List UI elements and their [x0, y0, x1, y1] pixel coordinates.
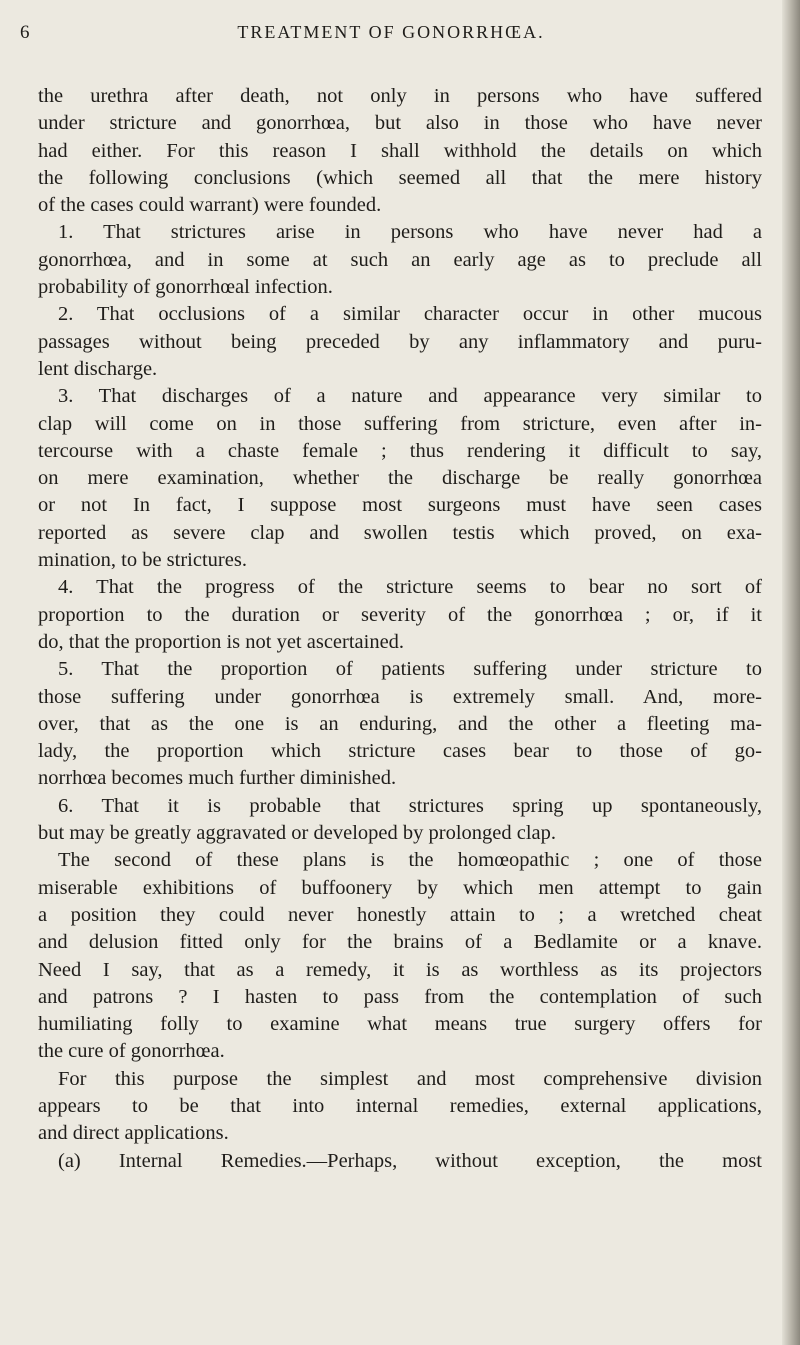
text-line: on mere examination, whether the discharge be really gonorrhœa — [38, 467, 762, 490]
text-line: the following conclusions (which seemed all that the mere history — [38, 166, 762, 189]
text-line: norrhœa becomes much further diminished. — [38, 767, 397, 790]
text-line: under stricture and gonorrhœa, but also in those who have never — [38, 112, 762, 135]
text-line: passages without being preceded by any inflammatory and puru- — [38, 330, 762, 353]
running-head: TREATMENT OF GONORRHŒA. — [237, 22, 545, 42]
text-line: miserable exhibitions of buffoonery by which men attempt to gain — [38, 876, 762, 899]
text-line: those suffering under gonorrhœa is extremely small. And, more- — [38, 685, 762, 708]
text-line: reported as severe clap and swollen testis which proved, on exa- — [38, 521, 762, 544]
text-line: gonorrhœa, and in some at such an early age as to preclude all — [38, 248, 762, 271]
text-line: (a) Internal Remedies.—Perhaps, without exception, the most — [58, 1149, 762, 1172]
text-line: mination, to be strictures. — [38, 549, 247, 572]
text-line: had either. For this reason I shall withhold the details on which — [38, 139, 762, 162]
text-line: 2. That occlusions of a similar character occur in other mucous — [58, 303, 762, 326]
text-line: 1. That strictures arise in persons who have never had a — [58, 221, 762, 244]
text-line: but may be greatly aggravated or developed by prolonged clap. — [38, 822, 557, 845]
text-line: clap will come on in those suffering from stricture, even after in- — [38, 412, 762, 435]
text-line: 6. That it is probable that strictures spring up spontaneously, — [58, 794, 762, 817]
text-line: of the cases could warrant) were founded. — [38, 194, 382, 217]
text-line: 5. That the proportion of patients suffering under stricture to — [58, 658, 762, 681]
text-line: probability of gonorrhœal infection. — [38, 276, 333, 299]
text-line: or not In fact, I suppose most surgeons must have seen cases — [38, 494, 762, 517]
page-header — [20, 22, 762, 52]
text-line: a position they could never honestly attain to ; a wretched cheat — [38, 903, 762, 926]
text-line: do, that the proportion is not yet ascertained. — [38, 630, 405, 653]
text-line: over, that as the one is an enduring, and the other a fleeting ma- — [38, 712, 762, 735]
text-line: 3. That discharges of a nature and appearance very similar to — [58, 385, 762, 408]
body-text — [38, 83, 762, 1175]
text-line: appears to be that into internal remedies, external applications, — [38, 1094, 762, 1117]
text-line: The second of these plans is the homœopathic ; one of those — [58, 849, 762, 872]
text-line: the cure of gonorrhœa. — [38, 1040, 225, 1063]
page-number: 6 — [20, 22, 31, 43]
text-line: and delusion fitted only for the brains of a Bedlamite or a knave. — [38, 931, 762, 954]
text-line: proportion to the duration or severity of the gonorrhœa ; or, if it — [38, 603, 762, 626]
text-line: For this purpose the simplest and most comprehensive division — [58, 1067, 762, 1090]
text-line: lent discharge. — [38, 357, 158, 380]
text-line: Need I say, that as a remedy, it is as worthless as its projectors — [38, 958, 762, 981]
page-binding-edge — [782, 0, 800, 1345]
text-line: lady, the proportion which stricture cases bear to those of go- — [38, 740, 762, 763]
text-line: the urethra after death, not only in persons who have suffered — [38, 85, 762, 107]
text-line: and direct applications. — [38, 1122, 229, 1145]
text-line: tercourse with a chaste female ; thus rendering it difficult to say, — [38, 439, 762, 462]
text-line: 4. That the progress of the stricture seems to bear no sort of — [58, 576, 762, 599]
text-line: and patrons ? I hasten to pass from the contemplation of such — [38, 985, 762, 1008]
text-line: humiliating folly to examine what means true surgery offers for — [38, 1013, 762, 1036]
